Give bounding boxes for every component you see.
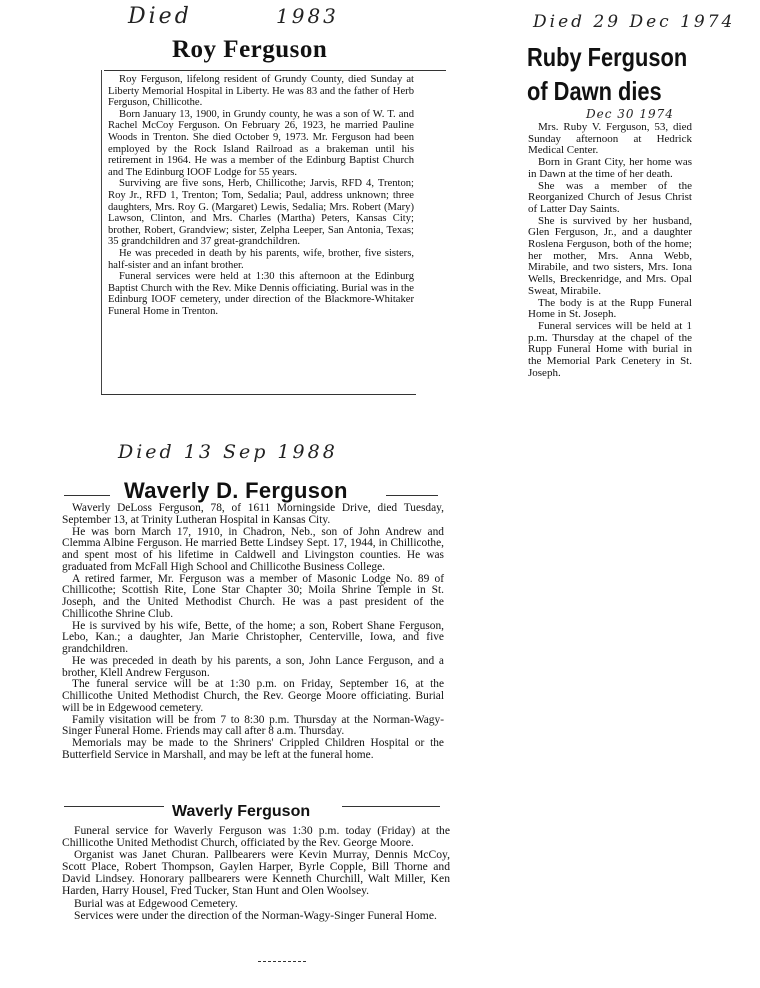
waverly-ferguson-headline: Waverly Ferguson (172, 803, 311, 820)
roy-paragraph: Born January 13, 1900, in Grundy county, he was a son of W. T. and Rachel McCoy Ferguson. On February 26, 1923, he married Pauline Woods in Trenton. She died October 9, 1973. Mr. Ferguson had been employed by the Rock Island Railroad as a brakeman until his retirement in 1964. He was a member of the Edinburg Baptist Church and The Edinburg IOOF Lodge for 55 years. (108, 108, 414, 178)
waverly-d-ferguson-headline: Waverly D. Ferguson (124, 478, 348, 503)
waverly-paragraph: Memorials may be made to the Shriners' Crippled Children Hospital or the Butterfield Service in Marshall, and may be left at the funeral home. (62, 737, 444, 761)
ruby-paragraph: She was a member of the Reorganized Church of Jesus Christ of Latter Day Saints. (528, 179, 692, 215)
roy-ferguson-headline: Roy Ferguson (172, 36, 328, 63)
roy-paragraph: Roy Ferguson, lifelong resident of Grundy County, died Sunday at Liberty Memorial Hospital in Liberty. He was 83 and the father of Herb Ferguson, Chillicothe. (108, 74, 414, 109)
roy-top-rule (104, 70, 446, 71)
waverly-paragraph: He was born March 17, 1910, in Chadron, Neb., son of John Andrew and Clemma Albine Ferguson. He married Bette Lindsey Sept. 17, 1944, in Chillicothe, and spent most of his lifetime in Caldwell and Livingston counties. He was graduated from McFall High School and Chillicothe Business College. (62, 525, 444, 573)
roy-ferguson-obituary (108, 74, 414, 317)
handwritten-died-ruby: Died 29 Dec 1974 (533, 12, 736, 32)
ruby-paragraph: Funeral services will be held at 1 p.m. Thursday at the chapel of the Rupp Funeral Home with burial in the Memorial Park Cenetery in St. Joseph. (528, 319, 692, 379)
waverly2-paragraph: Services were under the direction of the Norman-Wagy-Singer Funeral Home. (74, 908, 437, 922)
waverly2-paragraph: Organist was Janet Churan. Pallbearers were Kevin Murray, Dennis McCoy, Scott Place, Robert Thompson, Gaylen Harper, Byrle Copple, Bill Thorne and David Lindsey. Honorary pallbearers were Kenneth Churchill, Walt Miller, Ken Harden, Harry Housel, Fred Tucker, Stan Hunt and Olen Woolsey. (62, 848, 450, 898)
roy-paragraph: Funeral services were held at 1:30 this afternoon at the Edinburg Baptist Church with the Rev. Mike Dennis officiating. Burial was in the Edinburg IOOF cemetery, under direction of the Blackmore-Whitaker Funeral Home in Trenton. (108, 271, 414, 317)
roy-bottom-rule (101, 394, 416, 395)
waverly-d-ferguson-obituary (62, 503, 444, 762)
roy-left-border (101, 70, 102, 394)
handwritten-died-roy: Died (128, 4, 192, 29)
waverly2-paragraph: Funeral service for Waverly Ferguson was 1:30 p.m. today (Friday) at the Chillicothe United Methodist Church, officiated by the Rev. George Moore. (62, 824, 450, 850)
waverly2-paragraph: Burial was at Edgewood Cemetery. (74, 896, 238, 910)
ruby-paragraph: The body is at the Rupp Funeral Home in St. Joseph. (528, 296, 692, 321)
handwritten-year-roy: 1983 (276, 4, 339, 28)
ruby-ferguson-headline-line1: Ruby Ferguson (527, 42, 688, 72)
waverly-top-rule-left (64, 495, 110, 496)
ruby-paragraph: Mrs. Ruby V. Ferguson, 53, died Sunday afternoon at Hedrick Medical Center. (528, 121, 692, 157)
roy-paragraph: Surviving are five sons, Herb, Chillicothe; Jarvis, RFD 4, Trenton; Roy Jr., RFD 1, Trenton; Tom, Sedalia; Paul, address unknown; three daughters, Mrs. Roy G. (Margaret) Lewis, Sedalia; Mrs. Robert (Mary) Lawson, Clinton, and Mrs. Charles (Martha) Peters, Kansas City; brother, Robert, Grandview; sister, Zelpha Leeper, San Antonia, Texas; 35 grandchildren and 37 great-grandchildren. (108, 178, 414, 248)
waverly2-top-rule-left (64, 806, 164, 807)
waverly-paragraph: The funeral service will be at 1:30 p.m. on Friday, September 16, at the Chillicothe United Methodist Church, the Rev. George Moore officiating. Burial will be in Edgewood cemetery. (62, 678, 444, 714)
waverly-paragraph: Family visitation will be from 7 to 8:30 p.m. Thursday at the Norman-Wagy-Singer Funeral Home. Friends may call after 8 a.m. Thursday. (62, 713, 444, 738)
ruby-ferguson-headline-line2: of Dawn dies (527, 76, 662, 106)
handwritten-died-waverly: Died 13 Sep 1988 (118, 441, 338, 463)
waverly2-bottom-rule (258, 961, 306, 962)
ruby-paragraph: She is survived by her husband, Glen Ferguson, Jr., and a daughter Roslena Ferguson, both of the home; her mother, Mrs. Anna Webb, Mirabile, and two sisters, Mrs. Iona Wells, Breckenridge, and Mrs. Opal Sweat, Mirabile. (528, 214, 692, 297)
waverly-paragraph: He was preceded in death by his parents, a son, John Lance Ferguson, and a brother, Klell Andrew Ferguson. (62, 654, 444, 679)
waverly-paragraph: Waverly DeLoss Ferguson, 78, of 1611 Morningside Drive, died Tuesday, September 13, at Trinity Lutheran Hospital in Kansas City. (62, 502, 444, 526)
waverly-ferguson-funeral-notice (62, 825, 450, 922)
ruby-paragraph: Born in Grant City, her home was in Dawn at the time of her death. (528, 156, 692, 180)
waverly-top-rule-right (386, 495, 438, 496)
waverly-paragraph: A retired farmer, Mr. Ferguson was a member of Masonic Lodge No. 89 of Chillicothe; Scottish Rite, Lone Star Chapter 30; Moila Shrine Temple in St. Joseph, and the United Methodist Church. He was a past president of the Chillicothe Shrine Club. (62, 572, 444, 620)
roy-paragraph: He was preceded in death by his parents, wife, brother, five sisters, half-sister and an infant brother. (108, 247, 414, 271)
ruby-ferguson-obituary (528, 122, 692, 379)
waverly-paragraph: He is survived by his wife, Bette, of the home; a son, Robert Shane Ferguson, Lebo, Kan.; a daughter, Jan Marie Christopher, Centerville, Iowa, and five grandchildren. (62, 619, 444, 655)
waverly2-top-rule-right (342, 806, 440, 807)
handwritten-date-ruby: Dec 30 1974 (586, 107, 674, 121)
